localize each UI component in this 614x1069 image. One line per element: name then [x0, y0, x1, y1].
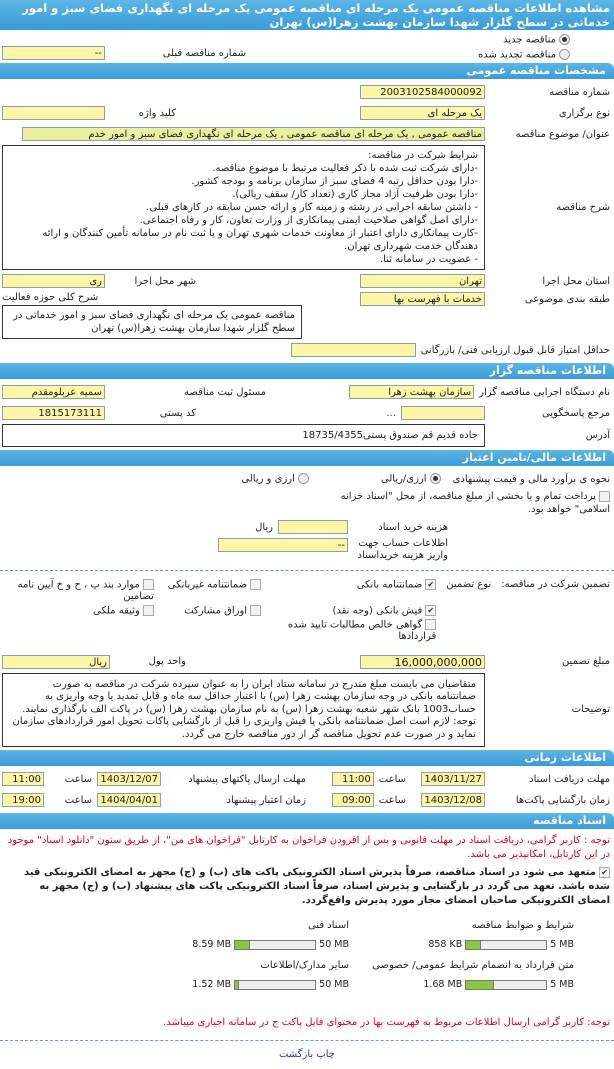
postal-field[interactable]: 1815173111 [2, 406, 105, 420]
guarantee-option[interactable] [2, 605, 154, 617]
guarantee-amount-label: مبلغ تضمین [561, 656, 610, 667]
guarantee-option[interactable] [168, 605, 261, 617]
submit-date-field[interactable]: 1403/12/07 [97, 772, 161, 786]
account-label: اطلاعات حساب جهت واریز هزینه خریداسناد [357, 538, 448, 561]
min-score-row [0, 340, 614, 360]
postal-label: کد پستی [159, 407, 196, 419]
radio-label: مناقصه تجدید شده [478, 49, 556, 60]
file-max-size: 5 MB [550, 939, 574, 950]
agency-label: نام دستگاه اجرایی مناقصه گزار [479, 386, 610, 398]
description-box [2, 145, 485, 270]
file-max-size: 50 MB [319, 939, 349, 950]
valid-label: زمان اعتبار پیشنهاد [226, 794, 306, 806]
radio-new-tender[interactable] [503, 34, 570, 46]
open-date-field[interactable]: 1403/12/08 [421, 793, 485, 807]
price-list-note: توجه: کاربر گرامی ارسال اطلاعات مربوط به فهرست بها در محتوای فایل پاکت ج در سامانه اجباری میباشد. [163, 1017, 610, 1028]
file-size-row [134, 979, 349, 990]
docs-note: توجه : کاربر گرامی، دریافت اسناد در مهلت قانونی و پس از افزودن فراخوان به کارتابل "فراخوان های من"، از طریق ستون "دانلود اسناد" موجود در این کارتابل، امکانپذیر می باشد. [7, 835, 610, 860]
scope-box: مناقصه عمومی یک مرحله ای نگهداری فضای سبز و امور خدماتی در سطح گلزار شهدا سازمان بهشت زهرا(س) تهران [2, 305, 302, 339]
section-general: مشخصات مناقصه عمومی [0, 63, 614, 79]
guarantee-option[interactable] [275, 619, 436, 642]
category-row [0, 292, 614, 339]
receive-label: مهلت دریافت اسناد [529, 773, 610, 785]
guarantee-option-label: ضمانتنامه غیربانکی [167, 579, 248, 591]
holding-type-field[interactable]: یک مرحله ای [360, 106, 485, 120]
guarantee-option[interactable] [168, 579, 261, 602]
hour-label: ساعت [64, 773, 92, 785]
holding-row [0, 103, 614, 123]
page-title: مشاهده اطلاعات مناقصه عمومی یک مرحله ای مناقصه عمومی یک مرحله ای نگهداری فضای سبز و امور خدماتی در سطح گلزار شهدا سازمان بهشت زهرا(س) تهران [0, 0, 614, 30]
previous-number-field[interactable]: -- [2, 46, 105, 60]
radio-label: ارزی/ریالی [380, 473, 427, 485]
hour-label: ساعت [64, 794, 92, 806]
description-line: - عضویت در سامانه ثنا. [379, 254, 478, 265]
file-size-progress [465, 980, 547, 990]
agency-field[interactable]: سازمان بهشت زهرا [349, 385, 474, 399]
valid-date-field[interactable]: 1404/04/01 [97, 793, 161, 807]
holding-type-label: نوع برگزاری [558, 107, 610, 119]
commitment-text: متعهد می شود در اسناد مناقصه، صرفاً پذیرش اسناد الکترونیکی پاکت های (ب) و (ج) مجهز به امضای الکترونیکی قید شده باشد. تعهد می گردد در بازگشایی و پذیرش اسناد، صرفاً اسناد الکترونیکی پاکت های پیشنهاد (ب) و (ج) مجهز به امضای الکترونیکی صاحبان امضای مجاز مورد پذیرش واقع‌گردد. [23, 867, 610, 906]
scope-label: شرح کلی حوزه فعالیت [2, 292, 99, 303]
file-size: 1.68 MB [423, 979, 463, 990]
checkbox-icon[interactable]: ✔ [599, 867, 610, 878]
file-size: 858 KB [428, 939, 463, 950]
radio-label: مناقصه جدید [503, 34, 556, 46]
checkbox-icon[interactable] [425, 619, 436, 630]
location-row [0, 271, 614, 291]
radio-icon[interactable] [430, 473, 441, 484]
radio-foreign-rial[interactable] [241, 473, 309, 485]
file-size-row [359, 979, 574, 990]
guarantee-option-label: اوراق مشارکت [184, 605, 248, 616]
open-time-field[interactable]: 09:00 [332, 793, 374, 807]
tender-number-label: شماره مناقصه [549, 86, 610, 98]
treasury-text: پرداخت تمام و یا بخشی از مبلغ مناقصه، از محل "اسناد خزانه اسلامی" خواهد بود. [340, 491, 610, 515]
keyword-label: کلید واژه [138, 107, 176, 119]
province-field[interactable]: تهران [360, 274, 485, 288]
reference-lookup-button[interactable]: ... [386, 407, 396, 419]
divider [0, 570, 614, 571]
footer-links [0, 1049, 614, 1066]
radio-label: ارزی و ریالی [241, 473, 295, 485]
doc-cost-label: هزینه خرید اسناد [378, 521, 448, 533]
file-size: 8.59 MB [192, 939, 232, 950]
guarantee-option-label: وثیقه ملکی [93, 605, 140, 616]
city-field[interactable]: ری [2, 274, 105, 288]
description-line: - داشتن سابقه اجرایی در رشته و زمینه کار و ارائه حسن سابقه در کارهای قبلی. [146, 202, 478, 213]
keyword-field[interactable] [2, 106, 105, 120]
city-label: شهر محل اجرا [134, 275, 196, 287]
address-row [0, 424, 614, 447]
guarantee-row [0, 579, 614, 642]
file-size-progress [234, 980, 316, 990]
notes-label: توضیحات [571, 704, 610, 716]
guarantee-option-label: گواهی خالص مطالبات تایید شده قراردادها [287, 619, 437, 642]
section-organizer: اطلاعات مناقصه گزار [0, 363, 614, 379]
notes-row [0, 673, 614, 748]
doc-cost-row [0, 517, 614, 537]
file-item [359, 920, 574, 950]
category-field[interactable]: خدمات با فهرست بها [360, 292, 485, 306]
progress-fill [235, 941, 250, 949]
subject-row [0, 124, 614, 144]
submit-label: مهلت ارسال پاکتهای پیشنهاد [188, 773, 306, 785]
guarantee-option[interactable] [275, 579, 436, 602]
currency-label: واحد پول [148, 656, 186, 667]
checkbox-icon[interactable] [143, 579, 154, 590]
guarantee-option[interactable] [2, 579, 154, 602]
treasury-row [0, 490, 614, 516]
file-label: متن قرارداد به انضمام شرایط عمومی/ خصوصی [372, 960, 574, 971]
tender-number-field[interactable]: 2003102584000092 [360, 85, 485, 99]
hour-label: ساعت [378, 794, 406, 806]
province-label: استان محل اجرا [542, 275, 610, 287]
description-line: -دارای اصل گواهی صلاحیت ایمنی پیمانکاری از وزارت تعاون، کار و رفاه اجتماعی. [139, 215, 478, 226]
commitment-checkbox[interactable] [0, 864, 614, 910]
description-line: شرایط شرکت در مناقصه: [368, 150, 478, 161]
progress-fill [466, 981, 494, 989]
doc-cost-field[interactable] [278, 520, 348, 534]
tender-number-row [0, 82, 614, 102]
time-row-1 [0, 769, 614, 789]
description-line: -کارت پیمانکاری دارای اعتبار از معاونت خدمات شهری تهران و یا ثبت نام در سامانه تأمین کنندگان و ارائه دهندگان خدمت شهرداری تهران. [42, 228, 478, 252]
min-score-label: حداقل امتیاز قابل قبول ارزیابی فنی/ بازرگانی [420, 344, 610, 356]
file-size-progress [465, 940, 547, 950]
min-score-field[interactable] [291, 343, 416, 357]
account-row [0, 538, 614, 562]
receive-date-field[interactable]: 1403/11/27 [421, 772, 485, 786]
description-line: -دارا بودن ظرفیت آزاد مجاز کاری (تعداد کار/ سقف ریالی). [232, 189, 478, 200]
guarantee-amount-field[interactable]: 16,000,000,000 [360, 655, 485, 669]
guarantee-option[interactable] [275, 605, 436, 617]
guarantee-option-label: فیش بانکی (وجه نقد) [332, 605, 423, 616]
checkbox-icon[interactable]: ✔ [425, 605, 436, 616]
radio-icon[interactable] [298, 473, 309, 484]
doc-cost-unit: ریال [255, 521, 273, 533]
account-field[interactable]: -- [218, 538, 348, 552]
time-row-2 [0, 790, 614, 810]
tender-type-row [0, 34, 614, 60]
file-max-size: 5 MB [550, 979, 574, 990]
file-size-row [134, 939, 349, 950]
print-link[interactable]: چاپ [316, 1049, 335, 1060]
guarantee-option-label: موارد بند پ ، ح و خ آیین نامه تضامین [17, 579, 154, 602]
valid-time-field[interactable]: 19:00 [2, 793, 44, 807]
progress-fill [466, 941, 481, 949]
guarantee-label: تضمین شرکت در مناقصه: [501, 579, 610, 590]
address-box: جاده قدیم قم صندوق پستی18735/4355 [2, 424, 485, 447]
radio-icon[interactable] [559, 49, 570, 60]
radio-icon[interactable] [559, 34, 570, 45]
file-label: اسناد فنی [308, 920, 349, 931]
address-label: آدرس [585, 430, 610, 441]
description-row [0, 145, 614, 270]
guarantee-notes-box: متقاضیان می بایست مبلغ مندرج در سامانه ستاد ایران را به عنوان سپرده شرکت در مناقصه به صورت ضمانتنامه بانکی در وجه سازمان بهشت زهرا (س) با اعتبار حداقل سه ماه و قابل تمدید یا وجه واریزی به حساب1003 بانک شهر شعبه بهشت زهرا (س) به نام سازمان بهشت زهرا (س) در پاکت الف بارگذاری نمایند. توجه: لازم است اصل ضمانتنامه بانکی یا فیش واریزی را قبل از بازگشایی پاکات تحویل امور قراردادهای سازمان نماید و در صورت عدم تحویل مناقصه گر از دور مناقصه خارج می گردد. [2, 673, 485, 748]
estimate-row [0, 469, 614, 489]
section-docs: اسناد مناقصه [0, 813, 614, 829]
submit-time-field[interactable]: 11:00 [2, 772, 44, 786]
receive-time-field[interactable]: 11:00 [332, 772, 374, 786]
checkbox-icon[interactable] [250, 579, 261, 590]
reference-label: مرجع پاسخگویی [541, 407, 610, 419]
agency-row [0, 382, 614, 402]
checkbox-icon[interactable] [250, 605, 261, 616]
description-line: -دارای شرکت ثبت شده با ذکر فعالیت مرتبط با موضوع مناقصه. [212, 163, 478, 174]
radio-renewed-tender[interactable] [478, 49, 570, 61]
back-link[interactable]: بازگشت [278, 1049, 314, 1060]
file-label: سایر مدارک/اطلاعات [260, 960, 349, 971]
file-size: 1.52 MB [192, 979, 232, 990]
guarantee-options [2, 579, 436, 642]
subject-field[interactable]: مناقصه عمومی , یک مرحله ای مناقصه عمومی , یک مرحله ای نگهداری فضای سبز و امور خدم [22, 127, 485, 141]
file-size-progress [234, 940, 316, 950]
file-item [359, 960, 574, 990]
file-max-size: 50 MB [319, 979, 349, 990]
file-label: شرایط و ضوابط مناقصه [471, 920, 574, 931]
treasury-checkbox[interactable] [310, 490, 610, 516]
guarantee-type-label: نوع تضمین [446, 579, 492, 590]
file-size-row [359, 939, 574, 950]
checkbox-icon[interactable] [599, 491, 610, 502]
subject-label: عنوان/ موضوع مناقصه [515, 128, 610, 140]
section-finance: اطلاعات مالی/تامین اعتبار [0, 450, 614, 466]
document-files [134, 920, 574, 990]
currency-field[interactable]: ریال [2, 655, 110, 669]
hour-label: ساعت [378, 773, 406, 785]
reference-row [0, 403, 614, 423]
checkbox-icon[interactable]: ✔ [425, 579, 436, 590]
registrar-field[interactable]: سمیه عربلومقدم [2, 385, 105, 399]
file-item [134, 920, 349, 950]
registrar-label: مسئول ثبت مناقصه [184, 386, 266, 398]
estimate-label: نحوه ی برآورد مالی و قیمت پیشنهادی [452, 473, 610, 485]
description-label: شرح مناقصه [556, 202, 610, 213]
radio-rial[interactable] [381, 473, 441, 485]
divider [0, 1040, 614, 1041]
previous-number-label: شماره مناقصه قبلی [162, 47, 246, 59]
progress-fill [235, 981, 238, 989]
category-label: طبقه بندی موضوعی [524, 293, 610, 305]
guarantee-option-label: ضمانتنامه بانکی [356, 579, 423, 591]
section-time: اطلاعات زمانی [0, 750, 614, 766]
open-label: زمان بازگشایی پاکت‌ها [515, 794, 610, 806]
description-line: -دارا بودن حداقل رتبه 4 فضای سبز از سازمان برنامه و بودجه کشور. [191, 176, 478, 187]
checkbox-icon[interactable] [143, 605, 154, 616]
amount-row [0, 652, 614, 672]
file-item [134, 960, 349, 990]
reference-field[interactable] [401, 406, 485, 420]
